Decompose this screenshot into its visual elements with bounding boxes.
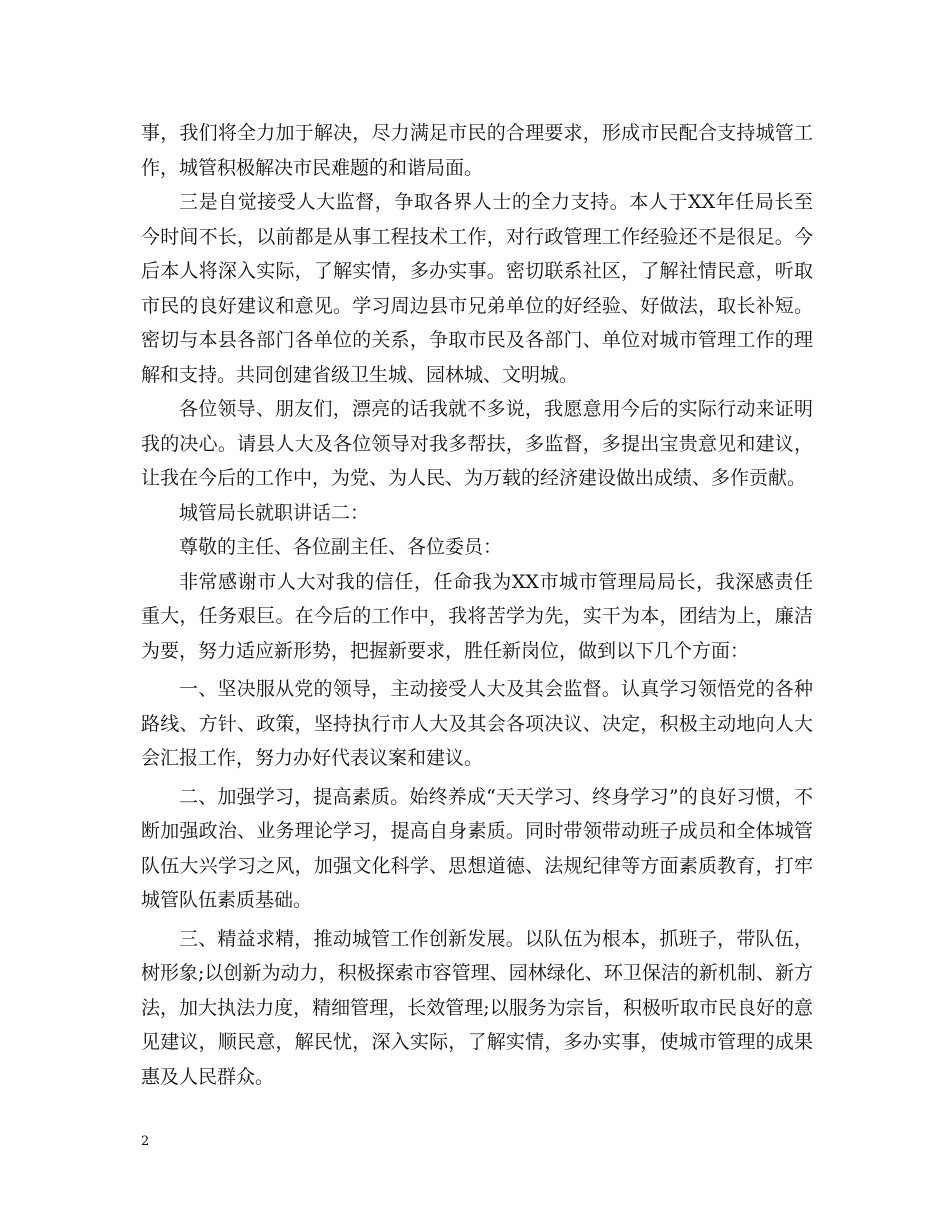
paragraph: 三、精益求精，推动城管工作创新发展。以队伍为根本，抓班子，带队伍，树形象;以创新为动力，积极探索市容管理、园林绿化、环卫保洁的新机制、新方法，加大执法力度，精细管理，长效管理;以服务为宗旨，积极听取市民良好的意见建议，顺民意，解民忧，深入实际，了解实情，多办实事，使城市管理的成果惠及人民群众。 bbox=[141, 927, 813, 1088]
document-body bbox=[141, 116, 813, 1094]
paragraph: 一、坚决服从党的领导，主动接受人大及其会监督。认真学习领悟党的各种路线、方针、政策，坚持执行市人大及其会各项决议、决定，积极主动地向人大会汇报工作，努力办好代表议案和建议。 bbox=[141, 678, 813, 769]
paragraph: 三是自觉接受人大监督，争取各界人士的全力支持。本人于XX年任局长至今时间不长，以前都是从事工程技术工作，对行政管理工作经验还不是很足。今后本人将深入实际，了解实情，多办实事。密切联系社区，了解社情民意，听取市民的良好建议和意见。学习周边县市兄弟单位的好经验、好做法，取长补短。密切与本县各部门各单位的关系，争取市民及各部门、单位对城市管理工作的理解和支持。共同创建省级卫生城、园林城、文明城。 bbox=[141, 191, 813, 386]
salutation: 尊敬的主任、各位副主任、各位委员： bbox=[179, 536, 503, 558]
paragraph: 事，我们将全力加于解决，尽力满足市民的合理要求，形成市民配合支持城管工作，城管积极解决市民难题的和谐局面。 bbox=[141, 122, 813, 179]
paragraph: 各位领导、朋友们，漂亮的话我就不多说，我愿意用今后的实际行动来证明我的决心。请县人大及各位领导对我多帮扶，多监督，多提出宝贵意见和建议，让我在今后的工作中，为党、为人民、为万载的经济建设做出成绩、多作贡献。 bbox=[141, 398, 813, 489]
page-number: 2 bbox=[141, 1134, 150, 1149]
paragraph: 非常感谢市人大对我的信任，任命我为XX市城市管理局局长，我深感责任重大，任务艰巨。在今后的工作中，我将苦学为先，实干为本，团结为上，廉洁为要，努力适应新形势，把握新要求，胜任新岗位，做到以下几个方面： bbox=[141, 570, 813, 662]
paragraph: 二、加强学习，提高素质。始终养成“天天学习、终身学习”的良好习惯，不断加强政治、业务理论学习，提高自身素质。同时带领带动班子成员和全体城管队伍大兴学习之风，加强文化科学、思想道德、法规纪律等方面素质教育，打牢城管队伍素质基础。 bbox=[141, 785, 813, 911]
section-heading: 城管局长就职讲话二： bbox=[179, 501, 370, 524]
